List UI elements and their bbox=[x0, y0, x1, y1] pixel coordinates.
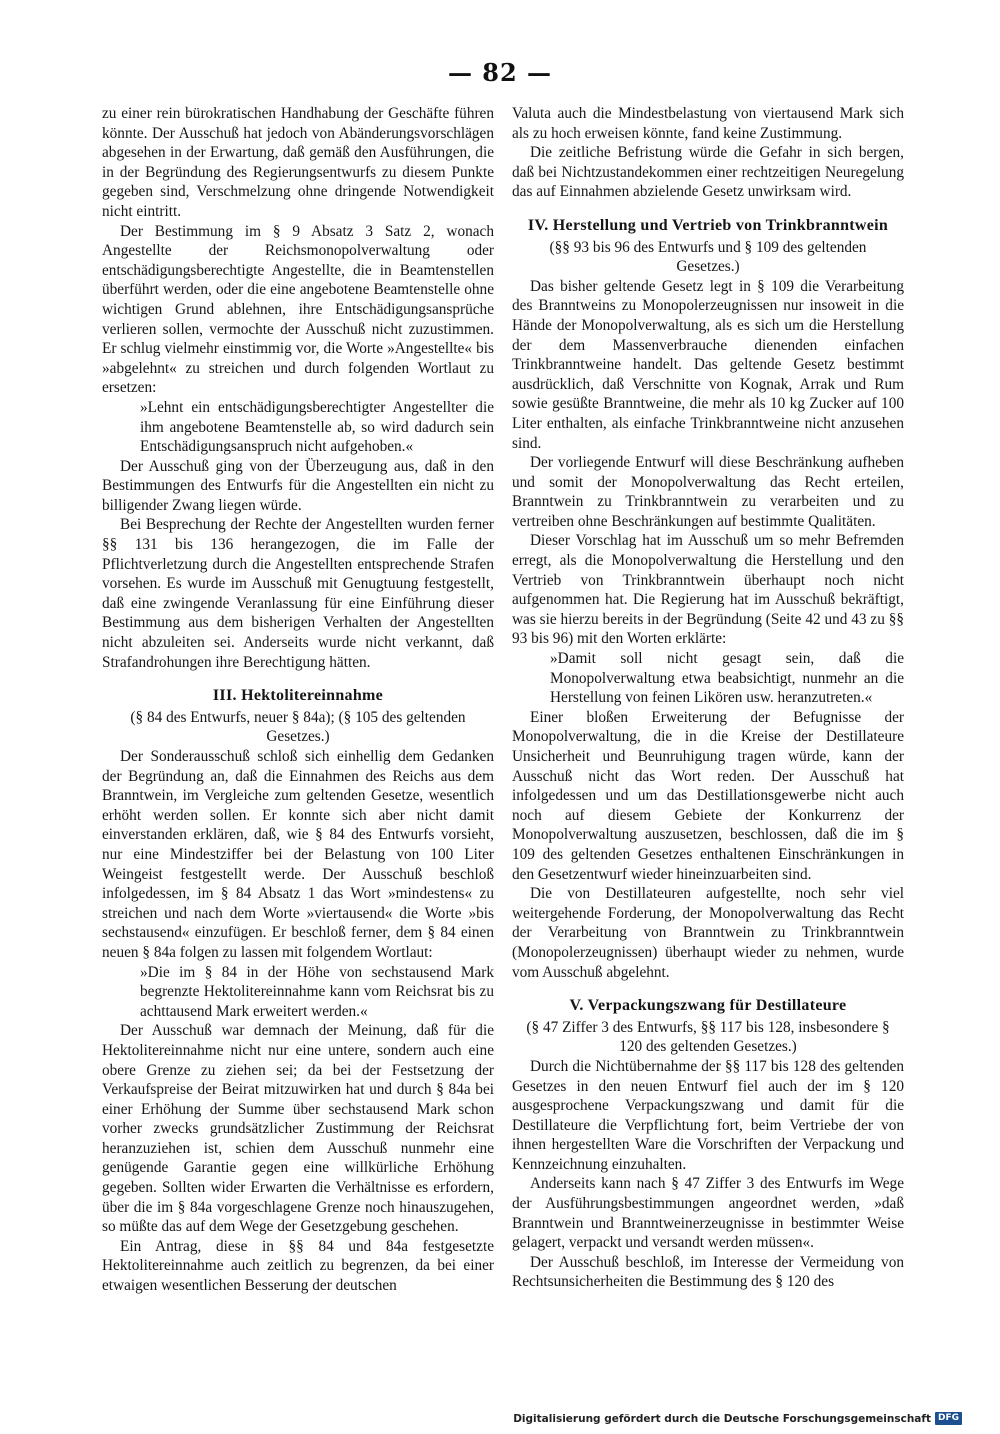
right-paragraph-4: Der vorliegende Entwurf will diese Beschränkung aufheben und somit der Monopolverwaltung das Recht erteilen, Branntwein zu Trinkbranntwein zu verarbeiten und zu vertreiben ohne Beschränkungen auf bestimmte Qualitäten. bbox=[512, 454, 904, 530]
left-paragraph-4: Bei Besprechung der Rechte der Angestellten wurden ferner §§ 131 bis 136 herangezogen, die im Falle der Pflichtverletzung durch die Angestellten entsprechende Strafen vorsehen. Es wurde im Ausschuß mit Genugtuung festgestellt, daß eine zwingende Veranlassung für eine Einführung dieser Bestimmung aus dem bisherigen Verhalten der Angestellten nicht abzuleiten sei. Anderseits wurde nicht verkannt, daß Strafandrohungen ihre Berechtigung hätten. bbox=[102, 516, 494, 671]
left-paragraph-1: zu einer rein bürokratischen Handhabung der Geschäfte führen könnte. Der Ausschuß hat jedoch von Abänderungsvorschlägen abgesehen in der Erwartung, daß gemäß den Ausführungen, die in der Begründung des Regierungsentwurfs zu diesem Punkte gegeben sind, Verschmelzung ohne dringende Notwendigkeit nicht eintritt. bbox=[102, 105, 494, 220]
left-paragraph-3: Der Ausschuß ging von der Überzeugung aus, daß in den Bestimmungen des Entwurfs für die Angestellten ein nicht zu billigender Zwang liegen würde. bbox=[102, 457, 494, 514]
section-subheading-v: (§ 47 Ziffer 3 des Entwurfs, §§ 117 bis 128, insbesondere § 120 des geltenden Gesetzes.) bbox=[526, 1018, 890, 1056]
right-paragraph-1: Valuta auch die Mindestbelastung von viertausend Mark sich als zu hoch erweisen könnte, fand keine Zustimmung. bbox=[512, 105, 904, 142]
digitization-credit: Digitalisierung gefördert durch die Deutsche Forschungsgemeinschaft bbox=[513, 1412, 931, 1425]
left-quote-2: »Die im § 84 in der Höhe von sechstausend Mark begrenzte Hektolitereinnahme kann vom Reichsrat bis zu achttausend Mark erweitert werden.« bbox=[140, 963, 494, 1020]
right-paragraph-3: Das bisher geltende Gesetz legt in § 109 die Verarbeitung des Branntweins zu Monopolerzeugnissen nur insoweit in die Hände der Monopolverwaltung, als es sich um die Herstellung der dem Massenverbrauche dienenden einfachen Trinkbranntweine handelt. Das geltende Gesetz bestimmt ausdrücklich, daß Verschnitte von Kognak, Arrak und Rum sowie gesüßte Branntweine, die mehr als 10 kg Zucker auf 100 Liter enthalten, als einfache Trinkbranntweine nicht anzusehen sind. bbox=[512, 277, 904, 452]
left-paragraph-6: Der Ausschuß war demnach der Meinung, daß für die Hektolitereinnahme nicht nur eine untere, sondern auch eine obere Grenze zu ziehen sei; da bei der Festsetzung der Verkaufspreise der Beirat mitzuwirken hat und durch § 84a bei einer Erhöhung der Summe über sechstausend Mark schon vorher zwecks grundsätzlicher Zustimmung der Reichsrat heranzuziehen ist, schien dem Ausschuß nunmehr eine genügende Garantie gegen eine willkürliche Erhöhung gegeben. Sollten wider Erwarten die Verhältnisse es erfordern, über die im § 84a vorgeschlagene Grenze noch hinauszugehen, so müßte das auf dem Wege der Gesetzgebung geschehen. bbox=[102, 1022, 494, 1236]
right-column bbox=[512, 104, 904, 1292]
right-paragraph-5: Dieser Vorschlag hat im Ausschuß um so mehr Befremden erregt, als die Monopolverwaltung die Herstellung und den Vertrieb von Trinkbranntwein überhaupt noch nicht aufgenommen hat. Die Regierung hat im Ausschuß bekräftigt, was sie hierzu bereits in der Begründung (Seite 42 und 43 zu §§ 93 bis 96) mit den Worten erklärte: bbox=[512, 532, 904, 648]
right-quote-1: »Damit soll nicht gesagt sein, daß die Monopolverwaltung etwa beabsichtigt, nunmehr an die Herstellung von feinen Likören usw. heranzutreten.« bbox=[550, 650, 904, 707]
section-heading-iii: III. Hektolitereinnahme bbox=[212, 687, 384, 705]
right-paragraph-7: Die von Destillateuren aufgestellte, noch sehr viel weitergehende Forderung, der Monopolverwaltung das Recht der Verarbeitung von Branntwein zu Trinkbranntwein (Monopolerzeugnissen) überhaupt wieder zu nehmen, wurde vom Ausschuß abgelehnt. bbox=[512, 885, 904, 981]
right-paragraph-10: Der Ausschuß beschloß, im Interesse der Vermeidung von Rechtsunsicherheiten die Bestimmung des § 120 des bbox=[512, 1253, 904, 1291]
section-subheading-iv: (§§ 93 bis 96 des Entwurfs und § 109 des geltenden Gesetzes.) bbox=[549, 238, 867, 276]
right-paragraph-9: Anderseits kann nach § 47 Ziffer 3 des Entwurfs im Wege der Ausführungsbestimmungen angeordnet werden, »daß Branntwein und Branntweinerzeugnisse in bestimmter Weise gelagert, verpackt und versandt werden müssen«. bbox=[512, 1175, 904, 1252]
left-paragraph-5: Der Sonderausschuß schloß sich einhellig dem Gedanken der Begründung an, daß die Einnahmen des Reichs aus dem Branntwein, im Vergleiche zum geltenden Gesetze, wesentlich erhöht werden sollen. Er konnte sich aber nicht damit einverstanden erklären, daß, wie § 84 des Entwurfs vorsieht, nur eine Mindestziffer bei der Belastung von 100 Liter Weingeist festgestellt werde. Der Ausschuß beschloß infolgedessen, im § 84 Absatz 1 das Wort »mindestens« zu streichen und nach dem Worte »viertausend« die Worte »bis sechstausend« einzufügen. Er beschloß ferner, dem § 84 einen neuen § 84a folgen zu lassen mit folgendem Wortlaut: bbox=[102, 748, 494, 961]
section-heading-iv: IV. Herstellung und Vertrieb von Trinkbranntwein bbox=[527, 216, 889, 234]
left-paragraph-7: Ein Antrag, diese in §§ 84 und 84a festgesetzte Hektolitereinnahme auch zeitlich zu begrenzen, da bei einer etwaigen wesentlichen Besserung der deutschen bbox=[102, 1237, 494, 1295]
right-paragraph-2: Die zeitliche Befristung würde die Gefahr in sich bergen, daß bei Nichtzustandekommen einer rechtzeitigen Neuregelung das auf Einnahmen abzielende Gesetz unwirksam wird. bbox=[512, 144, 904, 201]
digitization-footer bbox=[513, 1412, 962, 1425]
section-heading-v: V. Verpackungszwang für Destillateure bbox=[569, 997, 847, 1015]
section-subheading-iii: (§ 84 des Entwurfs, neuer § 84a); (§ 105 des geltenden Gesetzes.) bbox=[130, 708, 466, 746]
dfg-logo: DFG bbox=[935, 1412, 962, 1425]
left-column bbox=[102, 104, 494, 1296]
page-number: — 82 — bbox=[447, 58, 553, 87]
left-paragraph-2: Der Bestimmung im § 9 Absatz 3 Satz 2, wonach Angestellte der Reichsmonopolverwaltung oder entschädigungsberechtigte Angestellte, die in Beamtenstellen überführt werden, oder die eine angebotene Beamtenstelle ohne wichtigen Grund ablehnen, ihre Entschädigungsansprüche verlieren sollen, vermochte der Ausschuß nicht zuzustimmen. Er schlug vielmehr einstimmig vor, die Worte »Angestellte« bis »abgelehnt« zu streichen und durch folgenden Wortlaut zu ersetzen: bbox=[102, 222, 494, 397]
left-quote-1: »Lehnt ein entschädigungsberechtigter Angestellter die ihm angebotene Beamtenstelle ab, so wird dadurch sein Entschädigungsanspruch nicht aufgehoben.« bbox=[140, 398, 494, 456]
right-paragraph-8: Durch die Nichtübernahme der §§ 117 bis 128 des geltenden Gesetzes in den neuen Entwurf fiel auch der im § 120 ausgesprochene Verpackungszwang und damit für die Destillateure die Verpflichtung fort, beim Vertriebe der von ihnen hergestellten Ware die Vorschriften der Verpackung und Kennzeichnung einzuhalten. bbox=[512, 1057, 904, 1173]
right-paragraph-6: Einer bloßen Erweiterung der Befugnisse der Monopolverwaltung, die in die Kreise der Destillateure Unsicherheit und Beunruhigung tragen würde, kann der Ausschuß nicht das Wort reden. Der Ausschuß hat infolgedessen und um das Destillationsgewerbe nicht auch noch auf diesem Gebiete der Konkurrenz der Monopolverwaltung auszusetzen, beschlossen, daß die im § 109 des geltenden Gesetzes enthaltenen Einschränkungen in den Gesetzentwurf wieder hineinzuarbeiten sind. bbox=[512, 708, 904, 883]
